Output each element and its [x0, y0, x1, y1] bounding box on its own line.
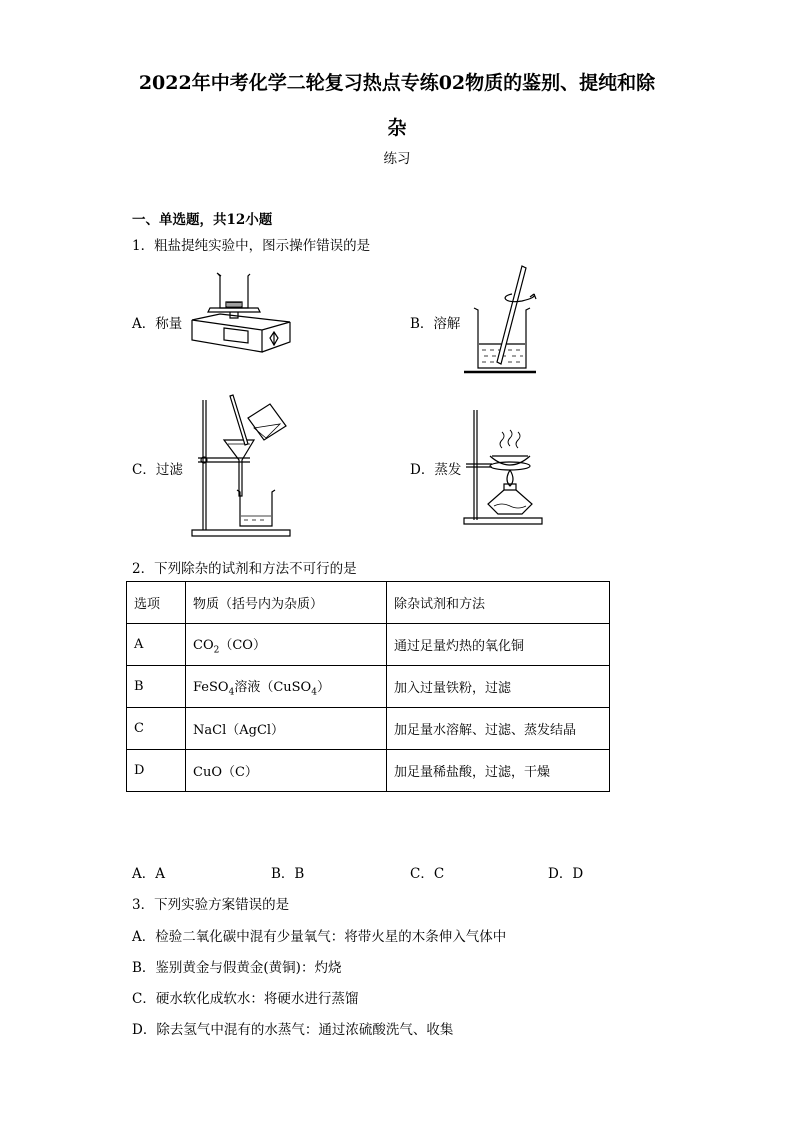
table-row [127, 750, 610, 792]
table-cell-substance: NaCl（AgCl） [186, 708, 387, 750]
page-title: 2022年中考化学二轮复习热点专练02物质的鉴别、提纯和除 [138, 72, 656, 94]
table-cell-option: C [127, 708, 186, 750]
balance-weighing-figure [190, 270, 294, 362]
table-cell-option: B [127, 666, 186, 708]
table-cell-method: 加足量稀盐酸，过滤，干燥 [387, 750, 610, 792]
q2-stem: 2．下列除杂的试剂和方法不可行的是 [132, 561, 357, 577]
q1-option-a-label: A．称量 [132, 316, 183, 332]
q1-option-d-label: D．蒸发 [410, 462, 462, 478]
q1-option-b-label: B．溶解 [410, 316, 461, 332]
q3-option-b: B．鉴别黄金与假黄金(黄铜)：灼烧 [132, 960, 342, 976]
q2-answer-d: D．D [548, 866, 584, 882]
dissolving-figure [464, 264, 554, 378]
q3-option-c: C．硬水软化成软水：将硬水进行蒸馏 [132, 991, 359, 1007]
q3-stem: 3．下列实验方案错误的是 [132, 897, 290, 913]
page-subtitle: 练习 [383, 151, 411, 167]
table-cell-method: 通过足量灼热的氧化铜 [387, 624, 610, 666]
q2-answer-c: C．C [410, 866, 445, 882]
table-header-cell: 物质（括号内为杂质） [186, 582, 387, 624]
table-row [127, 624, 610, 666]
table-cell-substance: FeSO$_4$溶液（CuSO$_4$） [186, 666, 387, 708]
table-row [127, 666, 610, 708]
table-cell-substance: CuO（C） [186, 750, 387, 792]
page-title-continued: 杂 [387, 117, 407, 139]
table-header-row [127, 582, 610, 624]
section-heading: 一、单选题，共12小题 [132, 212, 273, 228]
filtration-figure [190, 394, 290, 538]
q3-option-d: D．除去氢气中混有的水蒸气：通过浓硫酸洗气、收集 [132, 1022, 454, 1038]
table-cell-substance: $CO_2(CO)$ [186, 624, 387, 666]
evaporation-figure [464, 408, 548, 528]
table-cell-method: 加足量水溶解、过滤、蒸发结晶 [387, 708, 610, 750]
table-header-cell: 选项 [127, 582, 186, 624]
q2-table [126, 581, 610, 792]
q1-stem: 1．粗盐提纯实验中，图示操作错误的是 [132, 238, 371, 254]
table-header-cell: 除杂试剂和方法 [387, 582, 610, 624]
table-cell-option: D [127, 750, 186, 792]
q2-answer-a: A．A [132, 866, 165, 882]
table-cell-method: 加入过量铁粉，过滤 [387, 666, 610, 708]
q2-answer-b: B．B [271, 866, 305, 882]
table-cell-option: A [127, 624, 186, 666]
q3-option-a: A．检验二氧化碳中混有少量氧气：将带火星的木条伸入气体中 [132, 929, 507, 945]
q1-option-c-label: C．过滤 [132, 462, 183, 478]
table-row [127, 708, 610, 750]
